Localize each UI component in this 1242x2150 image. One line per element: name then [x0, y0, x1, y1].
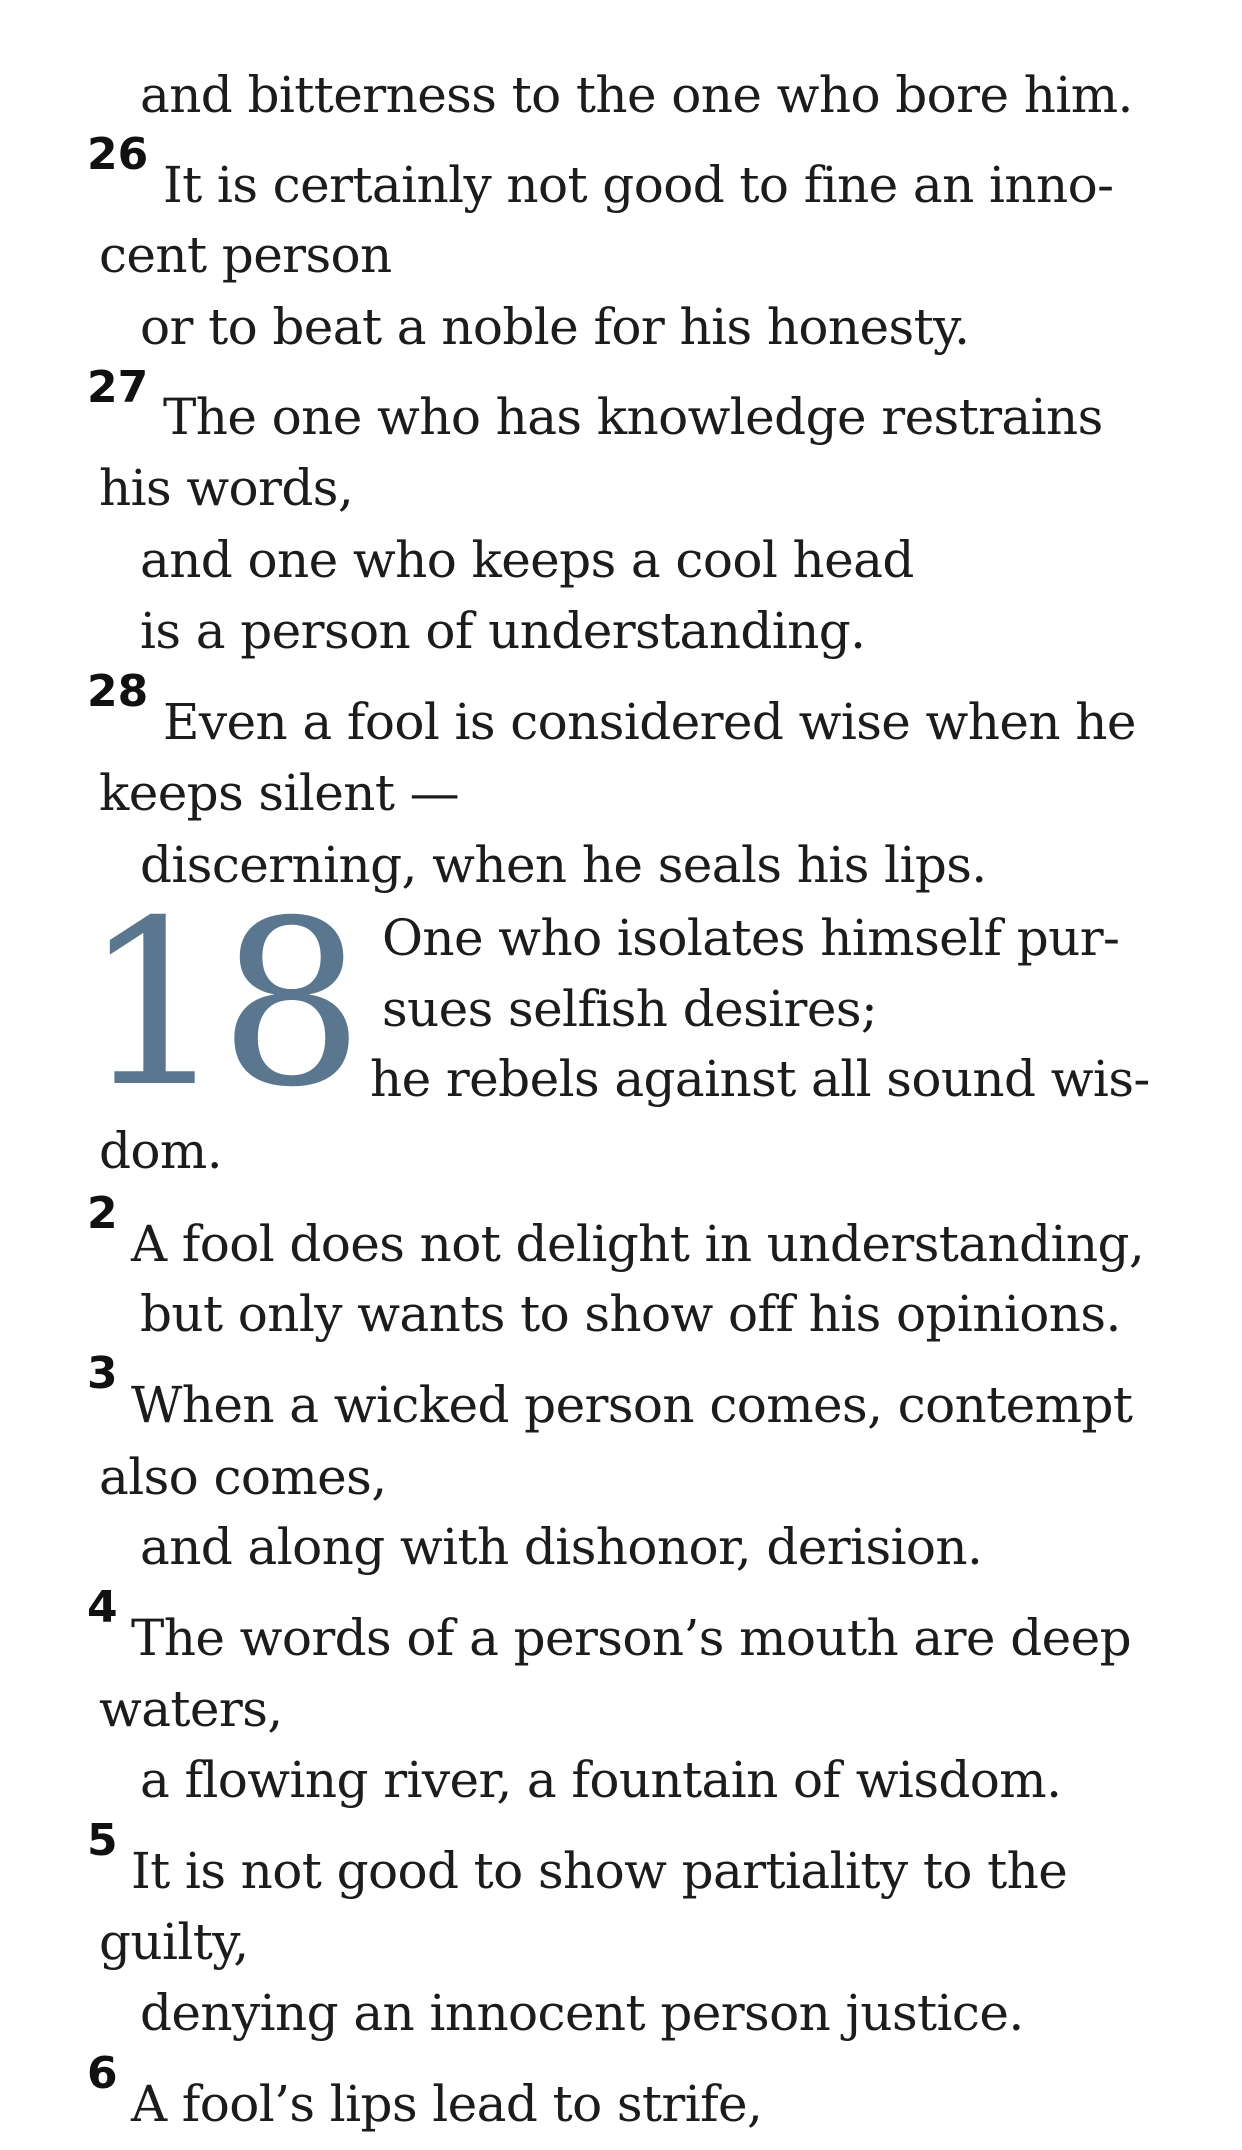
verse-26-line: cent person — [99, 226, 392, 284]
verse-26-line: or to beat a noble for his honesty. — [140, 298, 970, 356]
verse-27-line: The one who has knowledge restrains — [163, 388, 1103, 446]
verse-4-line: waters, — [99, 1680, 283, 1738]
verse-number-3: 3 — [87, 1348, 118, 1399]
verse-5-line: denying an innocent person justice. — [140, 1984, 1024, 2042]
verse-1-line: dom. — [99, 1122, 223, 1180]
verse-number-5: 5 — [87, 1815, 118, 1866]
verse-4-line: a flowing river, a fountain of wisdom. — [140, 1751, 1062, 1809]
verse-number-2: 2 — [87, 1188, 118, 1239]
verse-3-line: When a wicked person comes, contempt — [131, 1376, 1133, 1434]
verse-1-line: he rebels against all sound wis- — [370, 1050, 1150, 1108]
verse-6-line: A fool’s lips lead to strife, — [131, 2075, 763, 2133]
verse-number-26: 26 — [87, 129, 149, 180]
verse-27-line: and one who keeps a cool head — [140, 531, 914, 589]
verse-number-27: 27 — [87, 362, 149, 413]
verse-number-6: 6 — [87, 2048, 118, 2099]
verse-1-line: sues selfish desires; — [382, 980, 878, 1038]
chapter-number: 18 — [82, 871, 357, 1137]
verse-27-line: is a person of understanding. — [140, 602, 866, 660]
verse-28-line: keeps silent — — [99, 764, 460, 822]
verse-28-line: Even a fool is considered wise when he — [163, 693, 1136, 751]
verse-3-line: and along with dishonor, derision. — [140, 1518, 983, 1576]
verse-5-line: It is not good to show partiality to the — [131, 1842, 1068, 1900]
verse-25-line: and bitterness to the one who bore him. — [140, 66, 1133, 124]
verse-28-line: discerning, when he seals his lips. — [140, 836, 987, 894]
verse-number-28: 28 — [87, 666, 149, 717]
verse-1-line: One who isolates himself pur- — [382, 909, 1120, 967]
verse-27-line: his words, — [99, 459, 354, 517]
verse-26-line: It is certainly not good to fine an inno- — [163, 156, 1114, 214]
verse-number-4: 4 — [87, 1582, 118, 1633]
verse-2-line: A fool does not delight in understanding, — [131, 1215, 1145, 1273]
verse-4-line: The words of a person’s mouth are deep — [131, 1609, 1132, 1667]
verse-3-line: also comes, — [99, 1448, 387, 1506]
verse-2-line: but only wants to show off his opinions. — [140, 1285, 1121, 1343]
verse-5-line: guilty, — [99, 1913, 249, 1971]
